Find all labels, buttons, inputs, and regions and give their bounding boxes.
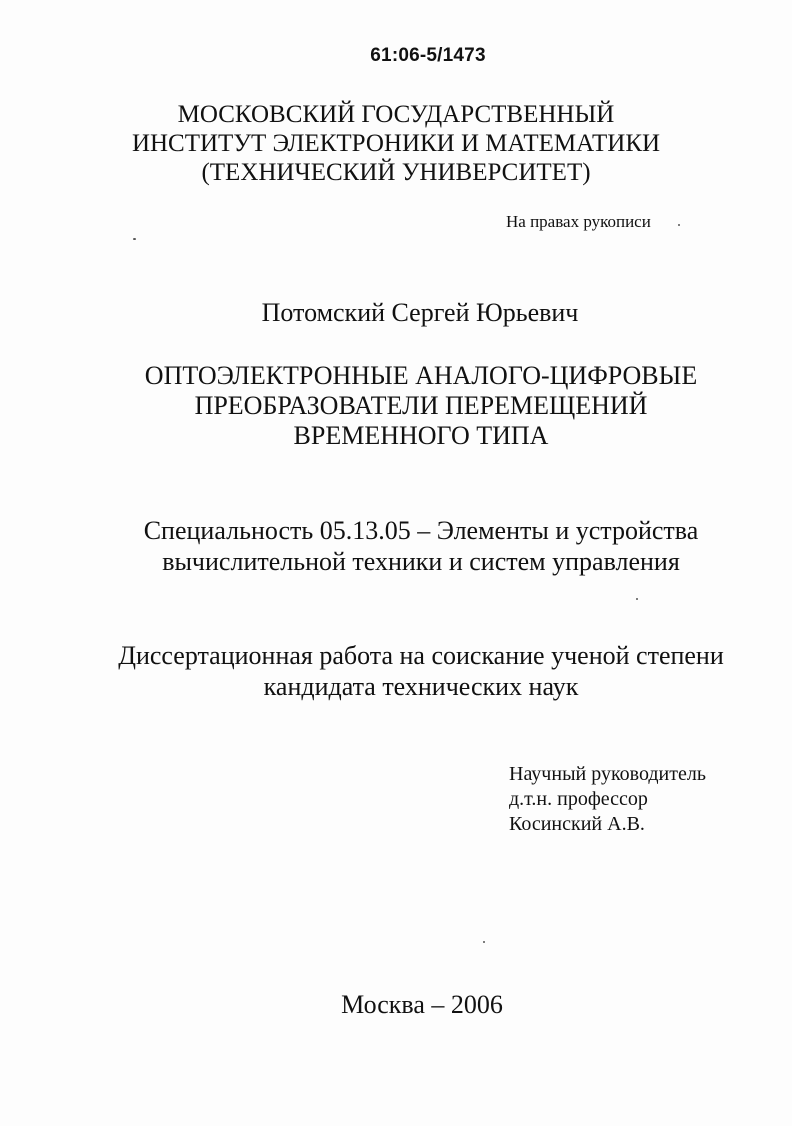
institution-line: МОСКОВСКИЙ ГОСУДАРСТВЕННЫЙ	[177, 101, 615, 128]
specialty-line: вычислительной техники и систем управления	[162, 547, 680, 576]
supervisor-line: д.т.н. профессор	[509, 788, 648, 810]
supervisor-line: Косинский А.В.	[509, 813, 645, 835]
specialty-line: Специальность 05.13.05 – Элементы и устройства	[143, 516, 699, 545]
institution-name	[0, 100, 792, 187]
city-year: Москва – 2006	[341, 990, 503, 1019]
dissertation-title	[0, 361, 792, 451]
scan-speck	[133, 238, 136, 240]
specialty	[0, 515, 792, 577]
catalog-code: 61:06-5/1473	[370, 45, 486, 66]
supervisor-block	[509, 762, 706, 837]
scan-speck	[636, 598, 638, 600]
title-line: ОПТОЭЛЕКТРОННЫЕ АНАЛОГО-ЦИФРОВЫЕ	[144, 361, 698, 390]
degree-line: Диссертационная работа на соискание ученой степени	[118, 641, 724, 670]
title-line: ПРЕОБРАЗОВАТЕЛИ ПЕРЕМЕЩЕНИЙ	[194, 391, 648, 420]
scan-speck	[483, 941, 485, 943]
institution-line: ИНСТИТУТ ЭЛЕКТРОНИКИ И МАТЕМАТИКИ	[131, 130, 661, 157]
degree-line: кандидата технических наук	[263, 672, 579, 701]
scan-speck	[678, 224, 680, 226]
author-name: Потомский Сергей Юрьевич	[261, 298, 579, 327]
degree-statement	[0, 640, 792, 702]
supervisor-line: Научный руководитель	[509, 763, 706, 785]
title-line: ВРЕМЕННОГО ТИПА	[293, 421, 549, 450]
manuscript-note: На правах рукописи	[506, 212, 651, 231]
institution-line: (ТЕХНИЧЕСКИЙ УНИВЕРСИТЕТ)	[201, 159, 591, 186]
